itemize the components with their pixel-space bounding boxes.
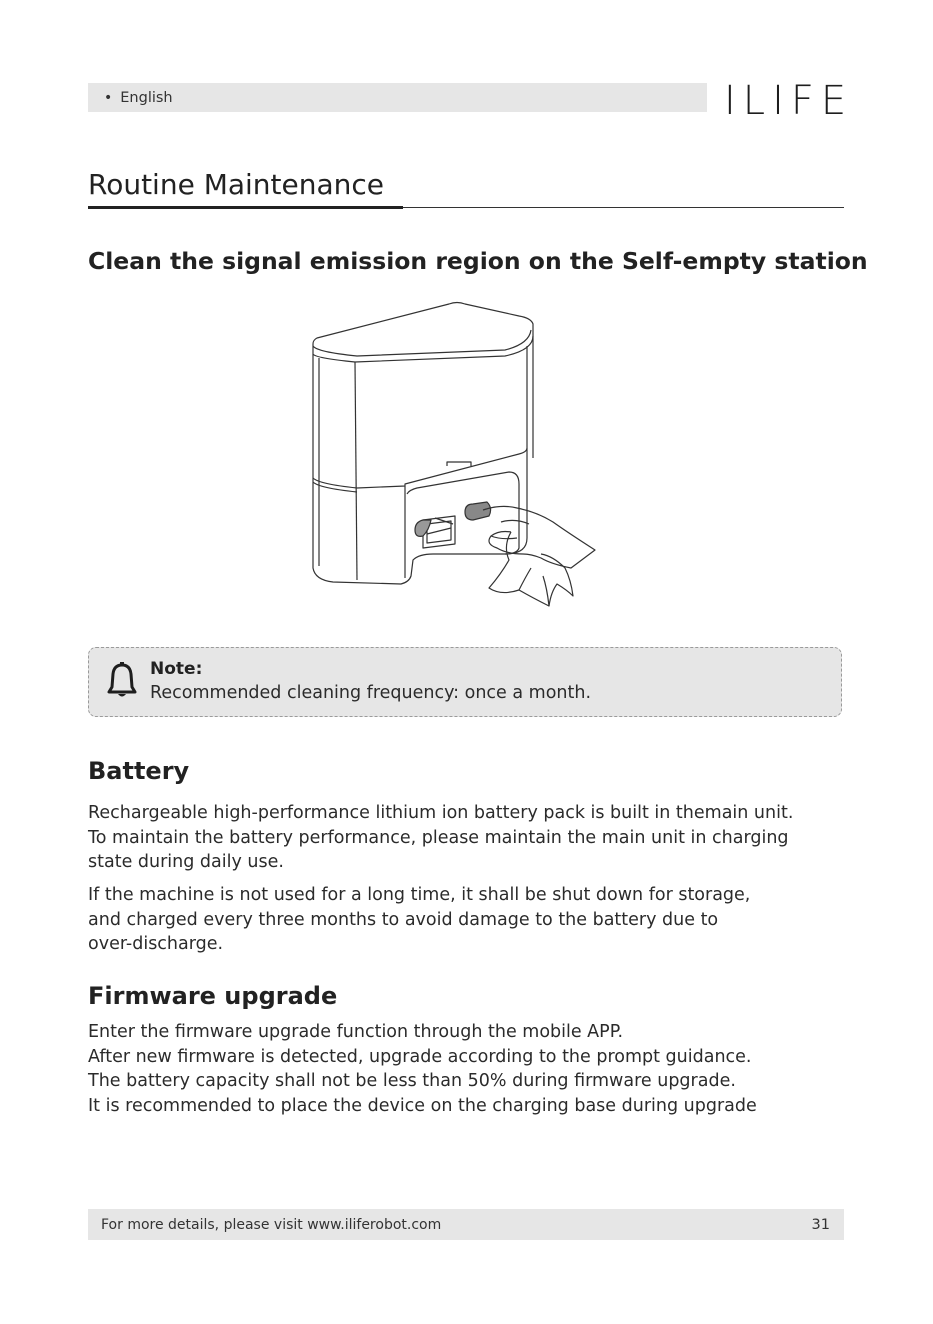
footer-text: For more details, please visit www.iliferobot.com bbox=[101, 1216, 442, 1233]
cleaning-heading: Clean the signal emission region on the Self-empty station bbox=[88, 247, 868, 275]
text-line: over-discharge. bbox=[88, 934, 224, 954]
language-bar bbox=[88, 83, 707, 112]
firmware-paragraph bbox=[88, 1020, 757, 1118]
battery-heading: Battery bbox=[88, 757, 190, 785]
bell-icon bbox=[106, 660, 138, 700]
language-label: English bbox=[120, 89, 173, 106]
language-bullet: • bbox=[104, 89, 113, 106]
note-title: Note: bbox=[150, 659, 203, 679]
text-line: Rechargeable high-performance lithium ion battery pack is built in themain unit. bbox=[88, 803, 794, 823]
title-underline bbox=[88, 206, 403, 209]
note-box bbox=[88, 647, 842, 717]
page-title: Routine Maintenance bbox=[88, 168, 385, 201]
text-line: The battery capacity shall not be less than 50% during firmware upgrade. bbox=[88, 1071, 736, 1091]
text-line: and charged every three months to avoid damage to the battery due to bbox=[88, 909, 719, 930]
firmware-heading: Firmware upgrade bbox=[88, 982, 338, 1010]
footer-bar bbox=[88, 1209, 844, 1240]
battery-paragraph-1 bbox=[88, 801, 793, 875]
station-cleaning-illustration bbox=[305, 298, 605, 608]
battery-paragraph-2 bbox=[88, 883, 750, 957]
text-line: To maintain the battery performance, please maintain the main unit in charging bbox=[88, 827, 789, 848]
page-number: 31 bbox=[811, 1216, 830, 1233]
text-line: Enter the firmware upgrade function through the mobile APP. bbox=[88, 1022, 624, 1042]
text-line: If the machine is not used for a long time, it shall be shut down for storage, bbox=[88, 885, 751, 905]
note-text: Recommended cleaning frequency: once a month. bbox=[150, 683, 592, 703]
brand-logo: ILIFE bbox=[724, 78, 854, 124]
text-line: After new firmware is detected, upgrade according to the prompt guidance. bbox=[88, 1046, 752, 1067]
text-line: It is recommended to place the device on the charging base during upgrade bbox=[88, 1095, 757, 1116]
text-line: state during daily use. bbox=[88, 852, 284, 872]
